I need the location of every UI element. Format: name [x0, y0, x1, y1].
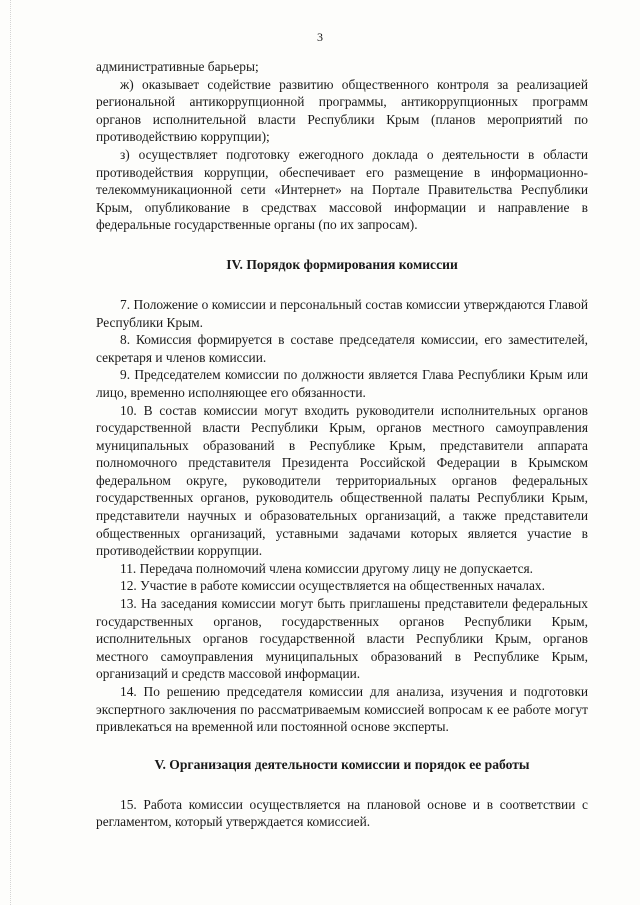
- paragraph-11: 11. Передача полномочий члена комиссии другому лицу не допускается.: [120, 560, 534, 576]
- paragraph-continuation: административные барьеры;: [96, 59, 259, 74]
- paragraph-item-zh: ж) оказывает содействие развитию общественного контроля за реализацией региональной антикоррупционной программы, антикоррупционных программ органов исполнительной власти Республики Крым (планов мероприятий по противодействию коррупции);: [96, 76, 588, 145]
- paragraph-9: 9. Председателем комиссии по должности является Глава Республики Крым или лицо, временно исполняющее его обязанности.: [96, 367, 588, 400]
- paragraph-13: 13. На заседания комиссии могут быть приглашены представители федеральных государственных органов, государственных органов Республики Крым, исполнительных органов государственной власти Республики Крым, органов местного самоуправления муниципальных образований в Республике Крым, организаций и средств массовой информации.: [96, 596, 588, 682]
- section-heading-v: V. Организация деятельности комиссии и порядок ее работы: [154, 756, 530, 772]
- paragraph-12: 12. Участие в работе комиссии осуществляется на общественных началах.: [120, 578, 545, 594]
- scan-margin-marks: [10, 0, 19, 905]
- paragraph-15: 15. Работа комиссии осуществляется на плановой основе и в соответствии с регламентом, который утверждается комиссией.: [96, 796, 588, 830]
- paragraph-14: 14. По решению председателя комиссии для анализа, изучения и подготовки экспертного заключения по рассматриваемым комиссией вопросам к ее работе могут привлекаться на временной или постоянной основе эксперты.: [96, 684, 588, 735]
- paragraph-8: 8. Комиссия формируется в составе председателя комиссии, его заместителей, секретаря и членов комиссии.: [96, 332, 588, 365]
- paragraph-item-z: з) осуществляет подготовку ежегодного доклада о деятельности в области противодействия коррупции, обеспечивает его размещение в информационно-телекоммуникационной сети «Интернет» на Портале Правительства Республики Крым, опубликование в средствах массовой информации и направление в федеральные государственные органы (по их запросам).: [96, 146, 588, 233]
- section-heading-iv: IV. Порядок формирования комиссии: [226, 256, 458, 272]
- paragraph-10: 10. В состав комиссии могут входить руководители исполнительных органов государственной власти Республики Крым, органов местного самоуправления муниципальных образований в Республике Крым, представители аппарата полномочного представителя Президента Российской Федерации в Крымском федеральном округе, руководители территориальных органов федеральных государственных органов, руководитель общественной палаты Республики Крым, представители научных и образовательных организаций, а также представители общественных организаций, уставными задачами которых является участие в противодействии коррупции.: [96, 402, 588, 559]
- document-body: [96, 58, 588, 831]
- paragraph-7: 7. Положение о комиссии и персональный состав комиссии утверждаются Главой Республики Крым.: [96, 296, 588, 330]
- page-number: 3: [317, 30, 323, 44]
